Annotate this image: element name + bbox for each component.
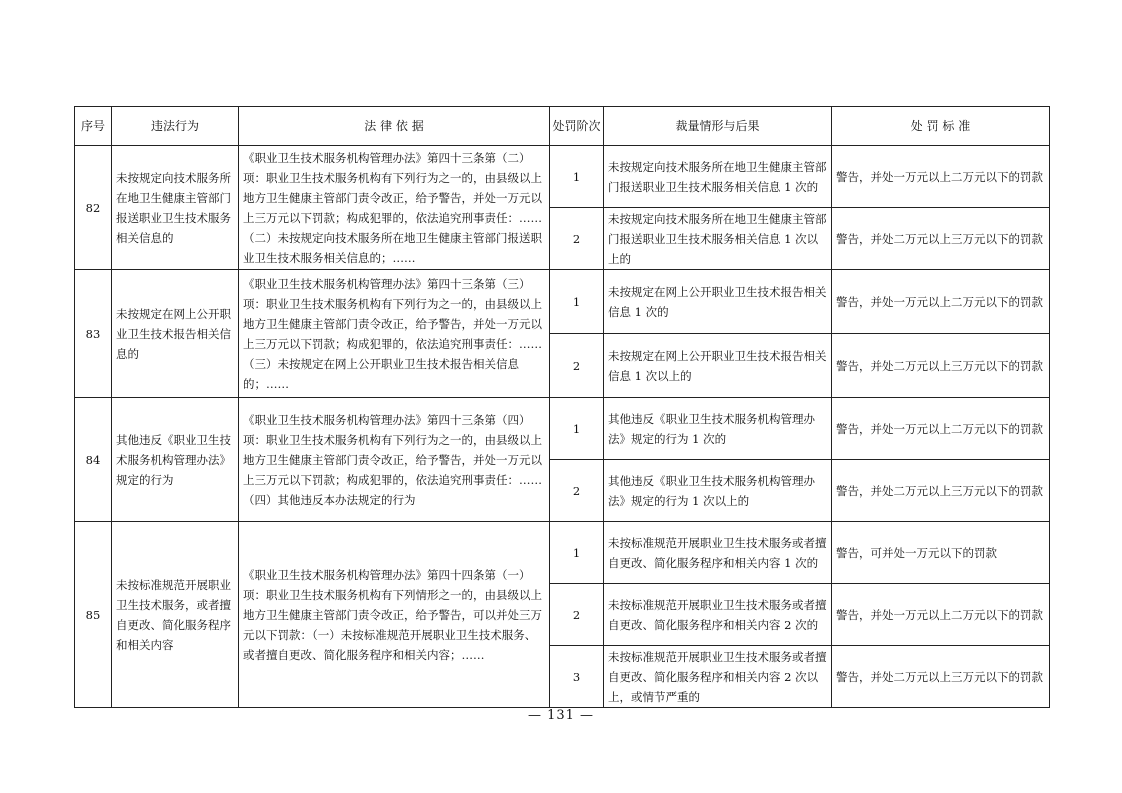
table-row	[75, 270, 1050, 334]
circumstance-cell: 未按标准规范开展职业卫生技术服务或者擅自更改、简化服务程序和相关内容 1 次的	[604, 522, 832, 584]
legal-basis-cell: 《职业卫生技术服务机构管理办法》第四十三条第（三）项：职业卫生技术服务机构有下列行为之一的，由县级以上地方卫生健康主管部门责令改正，给予警告，并处一万元以上三万元以下罚款；构成犯罪的，依法追究刑事责任：……（三）未按规定在网上公开职业卫生技术报告相关信息的；……	[239, 270, 550, 398]
header-seq: 序号	[75, 107, 112, 146]
stage-cell: 1	[550, 270, 604, 334]
header-violation: 违法行为	[112, 107, 239, 146]
standard-cell: 警告，并处二万元以上三万元以下的罚款	[832, 208, 1050, 270]
header-standard: 处 罚 标 准	[832, 107, 1050, 146]
standard-cell: 警告，并处一万元以上二万元以下的罚款	[832, 270, 1050, 334]
page-number: — 131 —	[527, 708, 595, 723]
row-number: 82	[75, 146, 112, 270]
standard-cell: 警告，并处二万元以上三万元以下的罚款	[832, 334, 1050, 398]
standard-cell: 警告，并处一万元以上二万元以下的罚款	[832, 146, 1050, 208]
stage-cell: 1	[550, 522, 604, 584]
table-header-row	[75, 107, 1050, 146]
circumstance-cell: 未按规定向技术服务所在地卫生健康主管部门报送职业卫生技术服务相关信息 1 次以上的	[604, 208, 832, 270]
stage-cell: 3	[550, 646, 604, 708]
violation-cell: 其他违反《职业卫生技术服务机构管理办法》规定的行为	[112, 398, 239, 522]
circumstance-cell: 未按标准规范开展职业卫生技术服务或者擅自更改、简化服务程序和相关内容 2 次的	[604, 584, 832, 646]
stage-cell: 1	[550, 146, 604, 208]
legal-basis-cell: 《职业卫生技术服务机构管理办法》第四十三条第（二）项：职业卫生技术服务机构有下列行为之一的，由县级以上地方卫生健康主管部门责令改正，给予警告，并处一万元以上三万元以下罚款；构成犯罪的，依法追究刑事责任：……（二）未按规定向技术服务所在地卫生健康主管部门报送职业卫生技术服务相关信息的；……	[239, 146, 550, 270]
stage-cell: 1	[550, 398, 604, 460]
circumstance-cell: 未按规定向技术服务所在地卫生健康主管部门报送职业卫生技术服务相关信息 1 次的	[604, 146, 832, 208]
standard-cell: 警告，并处一万元以上二万元以下的罚款	[832, 584, 1050, 646]
legal-basis-cell: 《职业卫生技术服务机构管理办法》第四十四条第（一）项：职业卫生技术服务机构有下列情形之一的，由县级以上地方卫生健康主管部门责令改正，给予警告，可以并处三万元以下罚款：（一）未按标准规范开展职业卫生技术服务、或者擅自更改、简化服务程序和相关内容；……	[239, 522, 550, 708]
penalty-table	[74, 106, 1050, 708]
row-number: 84	[75, 398, 112, 522]
violation-cell: 未按规定向技术服务所在地卫生健康主管部门报送职业卫生技术服务相关信息的	[112, 146, 239, 270]
circumstance-cell: 未按标准规范开展职业卫生技术服务或者擅自更改、简化服务程序和相关内容 2 次以上，或情节严重的	[604, 646, 832, 708]
table-row	[75, 522, 1050, 584]
legal-basis-cell: 《职业卫生技术服务机构管理办法》第四十三条第（四）项：职业卫生技术服务机构有下列行为之一的，由县级以上地方卫生健康主管部门责令改正，给予警告，并处一万元以上三万元以下罚款；构成犯罪的，依法追究刑事责任：……（四）其他违反本办法规定的行为	[239, 398, 550, 522]
circumstance-cell: 其他违反《职业卫生技术服务机构管理办法》规定的行为 1 次以上的	[604, 460, 832, 522]
table-row	[75, 146, 1050, 208]
stage-cell: 2	[550, 460, 604, 522]
violation-cell: 未按标准规范开展职业卫生技术服务，或者擅自更改、简化服务程序和相关内容	[112, 522, 239, 708]
standard-cell: 警告，并处二万元以上三万元以下的罚款	[832, 646, 1050, 708]
circumstance-cell: 未按规定在网上公开职业卫生技术报告相关信息 1 次以上的	[604, 334, 832, 398]
standard-cell: 警告，可并处一万元以下的罚款	[832, 522, 1050, 584]
circumstance-cell: 其他违反《职业卫生技术服务机构管理办法》规定的行为 1 次的	[604, 398, 832, 460]
table-row	[75, 398, 1050, 460]
standard-cell: 警告，并处二万元以上三万元以下的罚款	[832, 460, 1050, 522]
stage-cell: 2	[550, 584, 604, 646]
row-number: 83	[75, 270, 112, 398]
stage-cell: 2	[550, 208, 604, 270]
circumstance-cell: 未按规定在网上公开职业卫生技术报告相关信息 1 次的	[604, 270, 832, 334]
stage-cell: 2	[550, 334, 604, 398]
standard-cell: 警告，并处一万元以上二万元以下的罚款	[832, 398, 1050, 460]
header-circumstance: 裁量情形与后果	[604, 107, 832, 146]
header-stage: 处罚阶次	[550, 107, 604, 146]
violation-cell: 未按规定在网上公开职业卫生技术报告相关信息的	[112, 270, 239, 398]
row-number: 85	[75, 522, 112, 708]
header-basis: 法 律 依 据	[239, 107, 550, 146]
